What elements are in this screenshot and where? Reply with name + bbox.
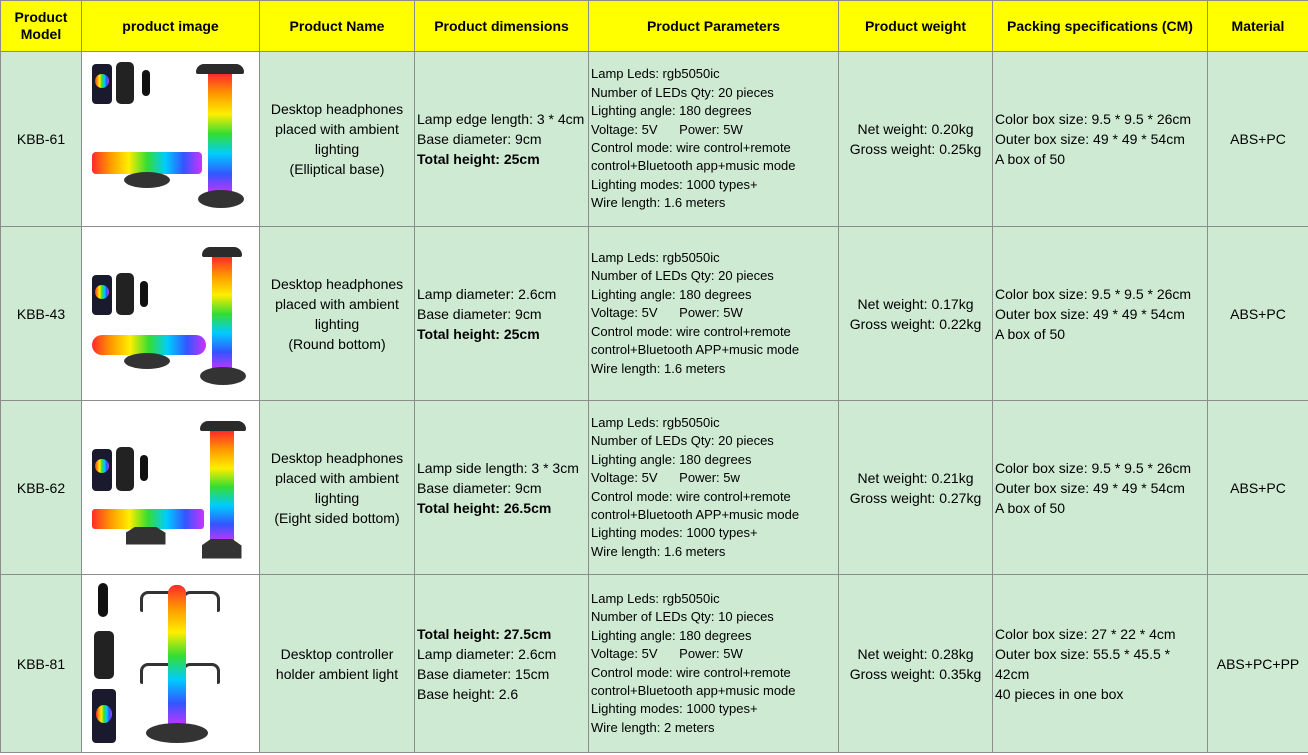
header-row (1, 1, 1308, 52)
cable-icon (140, 455, 148, 481)
product-name-line: (Elliptical base) (289, 161, 385, 177)
dimension-line: Lamp side length: 3 * 3cm (417, 459, 579, 476)
packing-line: Color box size: 9.5 * 9.5 * 26cm (995, 459, 1192, 476)
parameter-line: Number of LEDs Qty: 20 pieces (591, 84, 774, 100)
lamp-base-icon (202, 539, 242, 559)
parameters-cell (589, 575, 839, 753)
lamp-base-icon (146, 723, 208, 743)
vertical-light-bar-icon (212, 257, 232, 371)
gross-weight: Gross weight: 0.35kg (849, 665, 982, 682)
product-image-cell (82, 227, 260, 401)
controller-holder-icon (182, 591, 220, 612)
net-weight: Net weight: 0.17kg (857, 295, 974, 312)
product-image-cell (82, 575, 260, 753)
phone-icon (92, 275, 112, 315)
packing-cell (993, 52, 1208, 227)
cable-icon (98, 583, 108, 617)
parameter-line: Number of LEDs Qty: 10 pieces (591, 609, 774, 625)
product-name-line: lighting (314, 315, 360, 332)
product-image (86, 579, 256, 749)
parameter-line: Control mode: wire control+remote (591, 140, 791, 155)
parameter-line: Wire length: 1.6 meters (591, 360, 726, 376)
parameter-line: Lamp Leds: rgb5050ic (591, 66, 720, 82)
table-row (1, 52, 1308, 227)
product-name-line: Desktop controller (280, 645, 394, 662)
parameter-line: Number of LEDs Qty: 20 pieces (591, 268, 774, 284)
header-weight: Product weight (839, 1, 993, 52)
dimensions-cell (415, 52, 589, 227)
material-cell: ABS+PC (1208, 227, 1308, 401)
packing-line: 40 pieces in one box (995, 685, 1124, 702)
dimensions-cell (415, 227, 589, 401)
product-name-line: lighting (314, 489, 360, 506)
lamp-top-icon (196, 64, 244, 74)
bar-base-icon (126, 527, 166, 545)
packing-line: Outer box size: 55.5 * 45.5 * 42cm (995, 645, 1171, 682)
net-weight: Net weight: 0.21kg (857, 469, 974, 486)
gross-weight: Gross weight: 0.22kg (849, 315, 982, 332)
vertical-light-bar-icon (168, 585, 186, 727)
packing-line: Outer box size: 49 * 49 * 54cm (995, 479, 1185, 496)
product-name-cell (260, 227, 415, 401)
vertical-light-bar-icon (210, 431, 234, 543)
model-cell: KBB-61 (1, 52, 82, 227)
lamp-base-icon (200, 367, 246, 385)
product-name-line: (Eight sided bottom) (274, 509, 400, 526)
gross-weight: Gross weight: 0.27kg (849, 489, 982, 506)
parameters-cell (589, 52, 839, 227)
parameter-line: Lighting angle: 180 degrees (591, 286, 752, 302)
product-name-cell (260, 52, 415, 227)
parameter-line: Control mode: wire control+remote (591, 323, 791, 339)
horizontal-light-bar-icon (92, 509, 204, 529)
parameter-line: Wire length: 1.6 meters (591, 543, 726, 559)
packing-line: Color box size: 9.5 * 9.5 * 26cm (995, 111, 1192, 127)
parameter-line: Lighting modes: 1000 types+ (591, 525, 758, 541)
parameter-line: Lamp Leds: rgb5050ic (591, 414, 720, 430)
table-row (1, 575, 1308, 753)
packing-cell (993, 575, 1208, 753)
parameter-line: Voltage: 5V Power: 5W (591, 305, 743, 321)
lamp-top-icon (200, 421, 246, 431)
dimension-line: Lamp diameter: 2.6cm (417, 285, 557, 302)
product-image-cell (82, 401, 260, 575)
controller-holder-icon (182, 663, 220, 684)
packing-line: Outer box size: 49 * 49 * 54cm (995, 131, 1185, 147)
dimension-line: Base diameter: 15cm (417, 665, 550, 682)
parameter-line: Number of LEDs Qty: 20 pieces (591, 433, 774, 449)
packing-line: A box of 50 (995, 499, 1066, 516)
product-name-line: placed with ambient (275, 121, 399, 137)
cable-icon (140, 281, 148, 307)
material-cell: ABS+PC (1208, 52, 1308, 227)
bar-base-icon (124, 172, 170, 188)
parameter-line: control+Bluetooth APP+music mode (591, 506, 800, 522)
material-cell: ABS+PC (1208, 401, 1308, 575)
dimension-line: Base diameter: 9cm (417, 305, 542, 322)
dimension-line: Base diameter: 9cm (417, 479, 542, 496)
product-image (86, 56, 256, 222)
net-weight: Net weight: 0.20kg (857, 121, 974, 137)
product-name-line: Desktop headphones (270, 101, 404, 117)
product-name-line: placed with ambient (275, 469, 399, 486)
parameter-line: Voltage: 5V Power: 5W (591, 646, 743, 662)
product-image (86, 405, 256, 571)
parameter-line: Lighting angle: 180 degrees (591, 451, 752, 467)
table-row (1, 227, 1308, 401)
horizontal-light-bar-icon (92, 335, 206, 355)
product-name-line: placed with ambient (275, 295, 399, 312)
product-name-line: Desktop headphones (270, 449, 404, 466)
weight-cell (839, 52, 993, 227)
parameter-line: control+Bluetooth app+music mode (591, 158, 796, 174)
model-cell: KBB-81 (1, 575, 82, 753)
remote-icon (116, 273, 134, 315)
phone-icon (92, 689, 116, 743)
parameters-cell (589, 401, 839, 575)
model-cell: KBB-62 (1, 401, 82, 575)
product-image-cell (82, 52, 260, 227)
parameter-line: Lighting modes: 1000 types+ (591, 176, 758, 192)
phone-icon (92, 449, 112, 491)
dimension-line: Total height: 27.5cm (417, 625, 552, 642)
parameter-line: Wire length: 1.6 meters (591, 195, 726, 211)
header-packing: Packing specifications (CM) (993, 1, 1208, 52)
parameter-line: Control mode: wire control+remote (591, 664, 791, 680)
header-model: Product Model (1, 1, 82, 52)
parameter-line: Lamp Leds: rgb5050ic (591, 590, 720, 606)
dimension-line: Base diameter: 9cm (417, 131, 542, 147)
vertical-light-bar-icon (208, 74, 232, 194)
parameter-line: Lighting angle: 180 degrees (591, 627, 752, 643)
weight-cell (839, 227, 993, 401)
product-image (86, 231, 256, 397)
packing-line: Color box size: 9.5 * 9.5 * 26cm (995, 285, 1192, 302)
parameter-line: Voltage: 5V Power: 5W (591, 121, 743, 137)
product-name-line: Desktop headphones (270, 275, 404, 292)
packing-line: A box of 50 (995, 325, 1066, 342)
packing-line: Color box size: 27 * 22 * 4cm (995, 625, 1176, 642)
dimension-line: Base height: 2.6 (417, 685, 519, 702)
header-parameters: Product Parameters (589, 1, 839, 52)
product-name-cell (260, 575, 415, 753)
weight-cell (839, 401, 993, 575)
parameter-line: Lighting modes: 1000 types+ (591, 701, 758, 717)
net-weight: Net weight: 0.28kg (857, 645, 974, 662)
parameter-line: Lamp Leds: rgb5050ic (591, 250, 720, 266)
dimensions-cell (415, 575, 589, 753)
packing-line: A box of 50 (995, 151, 1066, 167)
dimension-line: Total height: 26.5cm (417, 499, 552, 516)
packing-cell (993, 401, 1208, 575)
horizontal-light-bar-icon (92, 152, 202, 174)
header-material: Material (1208, 1, 1308, 52)
parameter-line: Lighting angle: 180 degrees (591, 103, 752, 119)
header-name: Product Name (260, 1, 415, 52)
dimension-line: Lamp edge length: 3 * 4cm (417, 111, 585, 127)
dimension-line: Total height: 25cm (417, 151, 540, 167)
dimension-line: Lamp diameter: 2.6cm (417, 645, 557, 662)
weight-cell (839, 575, 993, 753)
table-row (1, 401, 1308, 575)
product-name-cell (260, 401, 415, 575)
dimensions-cell (415, 401, 589, 575)
product-name-line: lighting (314, 141, 360, 157)
phone-icon (92, 64, 112, 104)
remote-icon (94, 631, 114, 679)
lamp-base-icon (198, 190, 244, 208)
remote-icon (116, 62, 134, 104)
packing-line: Outer box size: 49 * 49 * 54cm (995, 305, 1185, 322)
remote-icon (116, 447, 134, 491)
header-image: product image (82, 1, 260, 52)
product-name-line: (Round bottom) (288, 335, 386, 352)
packing-cell (993, 227, 1208, 401)
header-dimensions: Product dimensions (415, 1, 589, 52)
gross-weight: Gross weight: 0.25kg (849, 141, 982, 157)
parameter-line: control+Bluetooth APP+music mode (591, 342, 800, 358)
lamp-top-icon (202, 247, 242, 257)
dimension-line: Total height: 25cm (417, 325, 540, 342)
cable-icon (142, 70, 150, 96)
product-name-line: holder ambient light (275, 665, 399, 682)
model-cell: KBB-43 (1, 227, 82, 401)
material-cell: ABS+PC+PP (1208, 575, 1308, 753)
parameter-line: Control mode: wire control+remote (591, 488, 791, 504)
parameter-line: control+Bluetooth app+music mode (591, 682, 796, 698)
parameter-line: Wire length: 2 meters (591, 719, 715, 735)
parameter-line: Voltage: 5V Power: 5w (591, 470, 740, 486)
bar-base-icon (124, 353, 170, 369)
parameters-cell (589, 227, 839, 401)
